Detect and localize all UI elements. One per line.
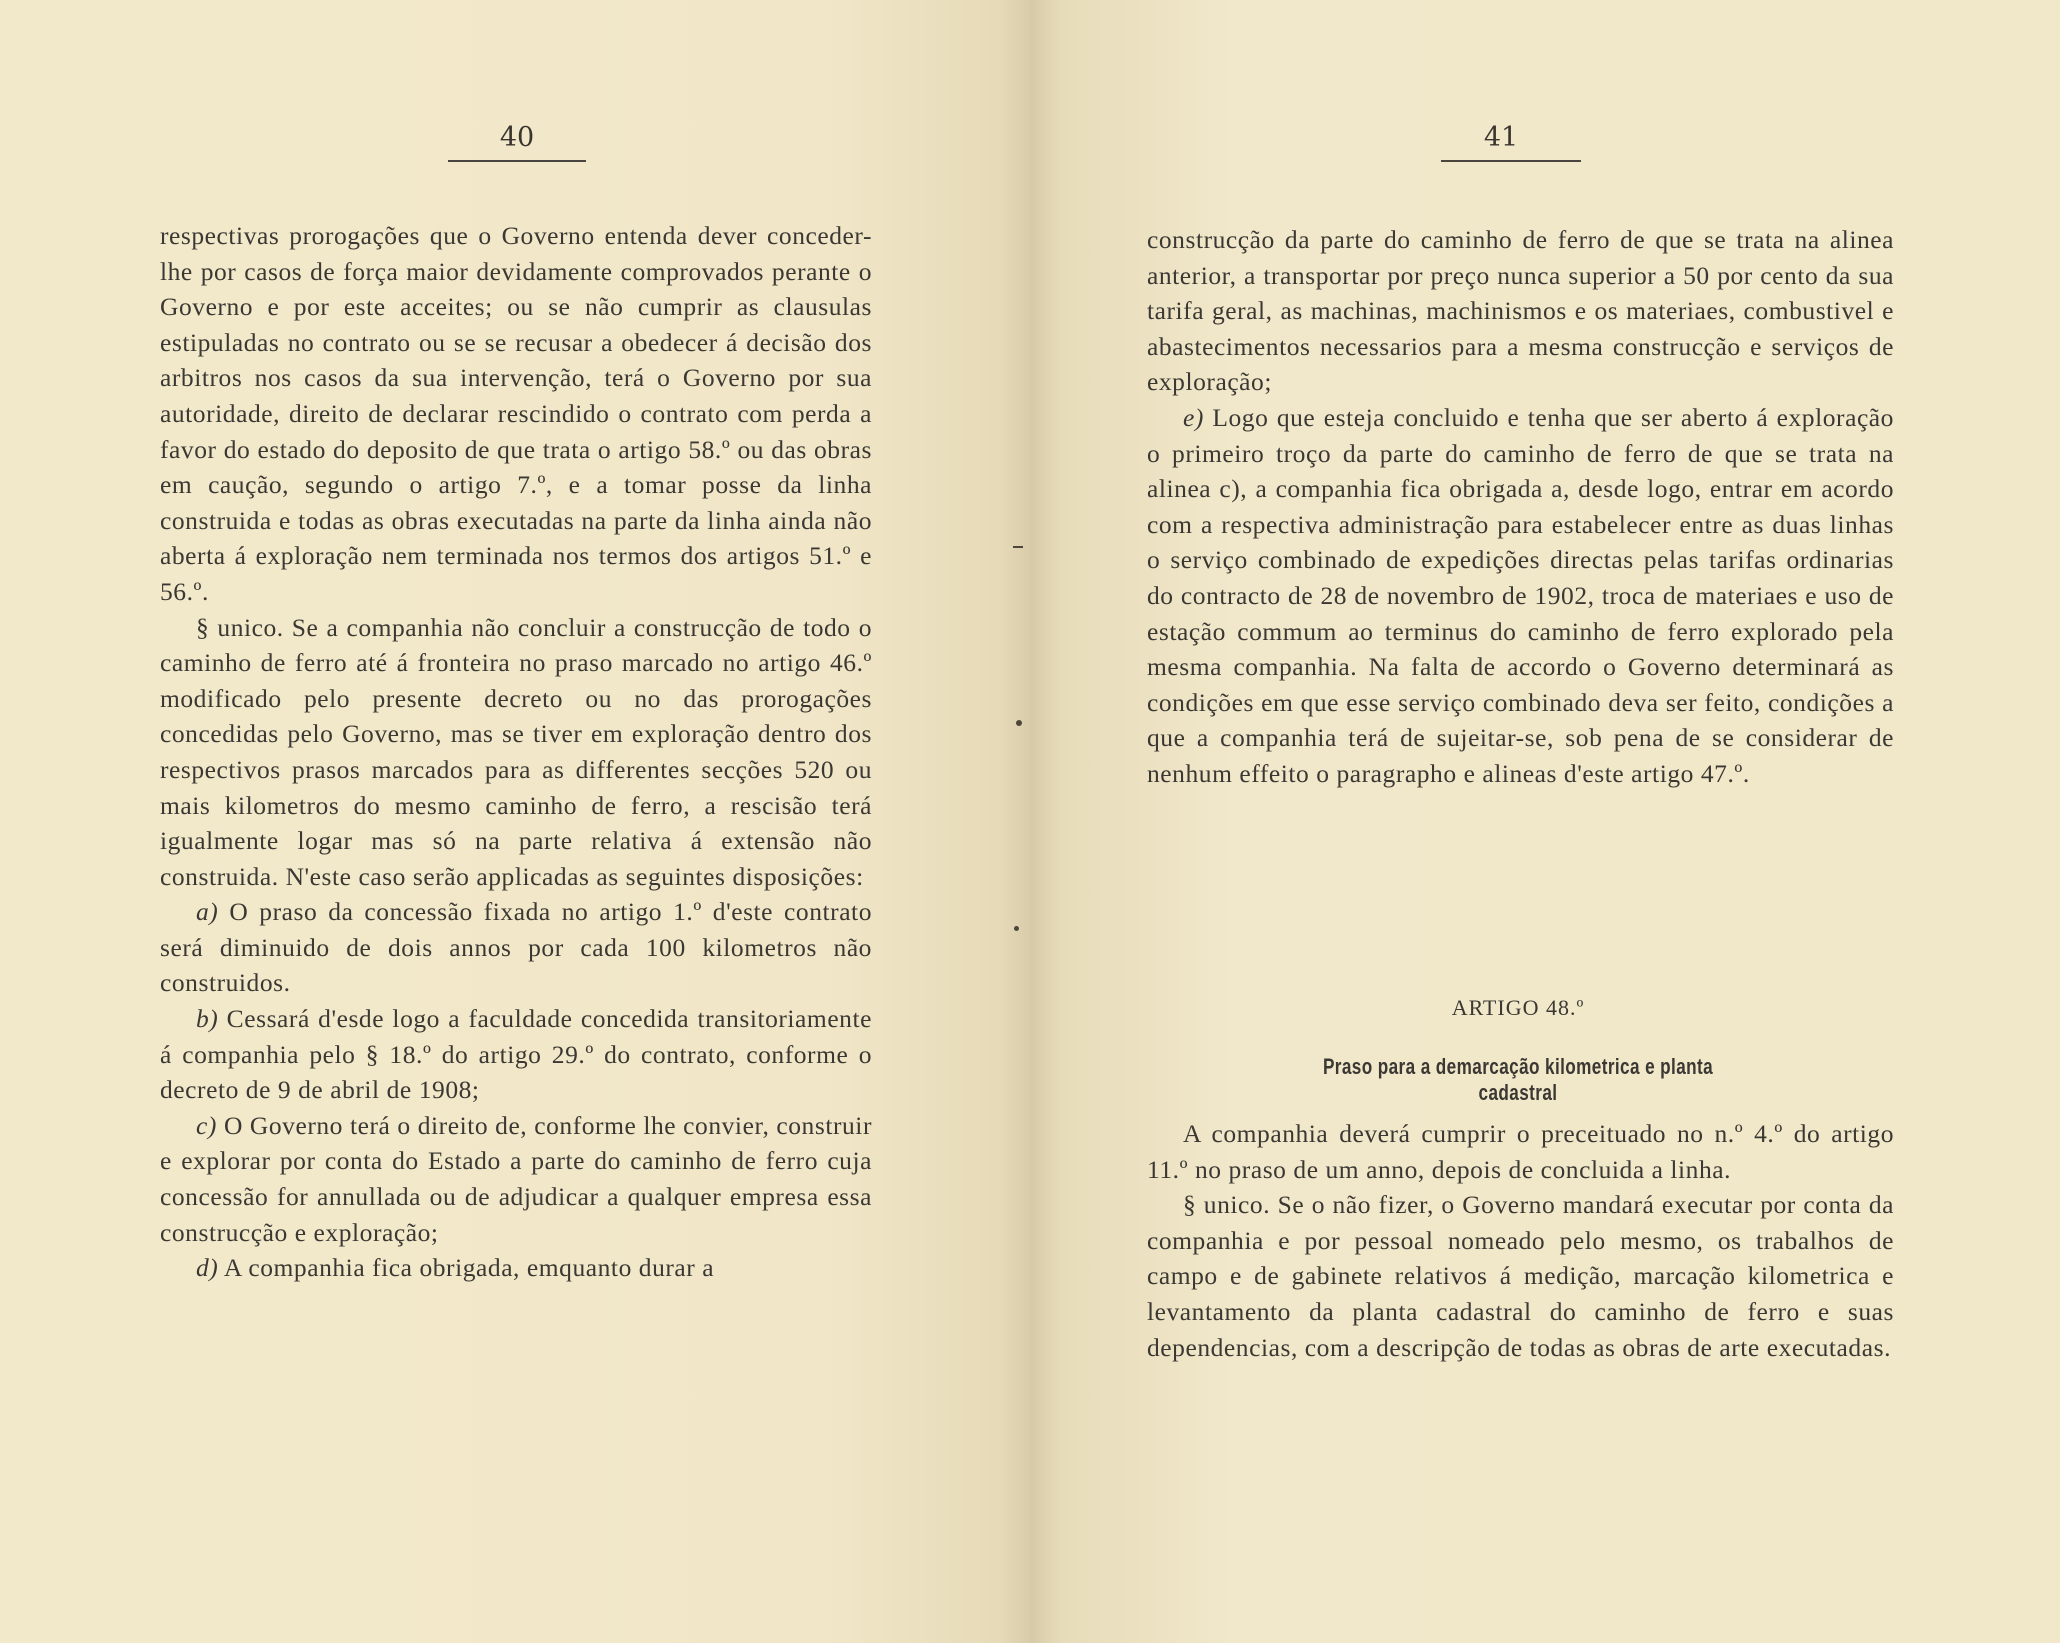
- paragraph-text: O Governo terá o direito de, conforme lhe convier, construir e explorar por conta do Estado a parte do caminho de ferro cuja concessão for annullada ou de adjudicar a qualquer empresa essa construcção e exploração;: [160, 1110, 872, 1247]
- gutter-mark: [1016, 720, 1022, 726]
- paragraph: [160, 610, 872, 895]
- paragraph: [1147, 1116, 1894, 1187]
- item-label: d): [196, 1253, 219, 1283]
- item-label: c): [196, 1110, 217, 1140]
- paragraph-text: Cessará d'esde logo a faculdade concedida transitoriamente á companhia pelo § 18.º do artigo 29.º do contrato, conforme o decreto de 9 de abril de 1908;: [160, 1004, 872, 1105]
- paragraph: [160, 1108, 872, 1250]
- paragraph: [160, 218, 872, 610]
- paragraph-text: respectivas prorogações que o Governo entenda dever conceder-lhe por casos de força maior devidamente comprovados perante o Governo e por este acceites; ou se não cumprir as clausulas estipuladas no contrato ou se se recusar a obedecer á decisão dos arbitros nos casos da sua intervenção, terá o Governo por sua autoridade, direito de declarar rescindido o contrato com perda a favor do estado do deposito de que trata o artigo 58.º ou das obras em caução, segundo o artigo 7.º, e a tomar posse da linha construida e todas as obras executadas na parte da linha ainda não aberta á exploração nem terminada nos termos dos artigos 51.º e 56.º.: [160, 221, 872, 606]
- page-number-right: 41: [1483, 122, 1519, 153]
- page-number-rule-right: [1441, 160, 1581, 162]
- item-label: b): [196, 1004, 219, 1034]
- page-number-left: 40: [499, 122, 535, 153]
- paragraph-text: § unico. Se o não fizer, o Governo mandará executar por conta da companhia e por pessoal nomeado pelo mesmo, os trabalhos de campo e de gabinete relativos á medição, marcação kilometrica e levantamento da planta cadastral do caminho de ferro e suas dependencias, com a descripção de todas as obras de arte executadas.: [1147, 1190, 1894, 1362]
- gutter-mark: [1013, 546, 1023, 548]
- right-page: [1030, 0, 2060, 1643]
- paragraph-text: O praso da concessão fixada no artigo 1.º d'este contrato será diminuido de dois annos por cada 100 kilometros não construidos.: [160, 897, 872, 998]
- paragraph: [160, 894, 872, 1001]
- paragraph-text: Logo que esteja concluido e tenha que ser aberto á exploração o primeiro troço da parte do caminho de ferro de que se trata na alinea c), a companhia fica obrigada a, desde logo, entrar em acordo com a respectiva administração para estabelecer entre as duas linhas o serviço combinado de expedições directas pelas tarifas ordinarias do contracto de 28 de novembro de 1902, troca de materiaes e uso de estação commum ao terminus do caminho de ferro explorado pela mesma companhia. Na falta de accordo o Governo determinará as condições em que esse serviço combinado deva ser feito, condições a que a companhia terá de sujeitar-se, sob pena de se considerar de nenhum effeito o paragrapho e alineas d'este artigo 47.º.: [1147, 402, 1894, 788]
- article-subtitle: Praso para a demarcação kilometrica e planta cadastral: [1322, 1054, 1714, 1105]
- page-number-rule-left: [448, 160, 586, 162]
- paragraph: [1147, 400, 1894, 792]
- item-label: a): [196, 897, 219, 927]
- paragraph: [1147, 222, 1894, 400]
- item-label: e): [1183, 402, 1204, 432]
- gutter-mark: [1014, 926, 1019, 931]
- article-heading: ARTIGO 48.º: [1451, 995, 1585, 1020]
- paragraph-text: A companhia fica obrigada, emquanto durar a: [223, 1253, 715, 1283]
- article-text: [1147, 1116, 1894, 1365]
- paragraph-text: A companhia deverá cumprir o preceituado no n.º 4.º do artigo 11.º no praso de um anno, depois de concluida a linha.: [1147, 1119, 1894, 1184]
- paragraph: [160, 1001, 872, 1108]
- paragraph-text: § unico. Se a companhia não concluir a construcção de todo o caminho de ferro até á fronteira no praso marcado no artigo 46.º modificado pelo presente decreto ou no das prorogações concedidas pelo Governo, mas se tiver em exploração dentro dos respectivos prasos marcados para as differentes secções 520 ou mais kilometros do mesmo caminho de ferro, a rescisão terá igualmente logar mas só na parte relativa á extensão não construida. N'este caso serão applicadas as seguintes disposições:: [160, 612, 872, 891]
- paragraph-text: construcção da parte do caminho de ferro de que se trata na alinea anterior, a transportar por preço nunca superior a 50 por cento da sua tarifa geral, as machinas, machinismos e os materiaes, combustivel e abastecimentos necessarios para a mesma construcção e serviços de exploração;: [1147, 225, 1894, 397]
- left-page-text: [160, 218, 872, 1286]
- right-page-text: [1147, 222, 1894, 792]
- paragraph: [1147, 1187, 1894, 1365]
- paragraph: [160, 1250, 872, 1286]
